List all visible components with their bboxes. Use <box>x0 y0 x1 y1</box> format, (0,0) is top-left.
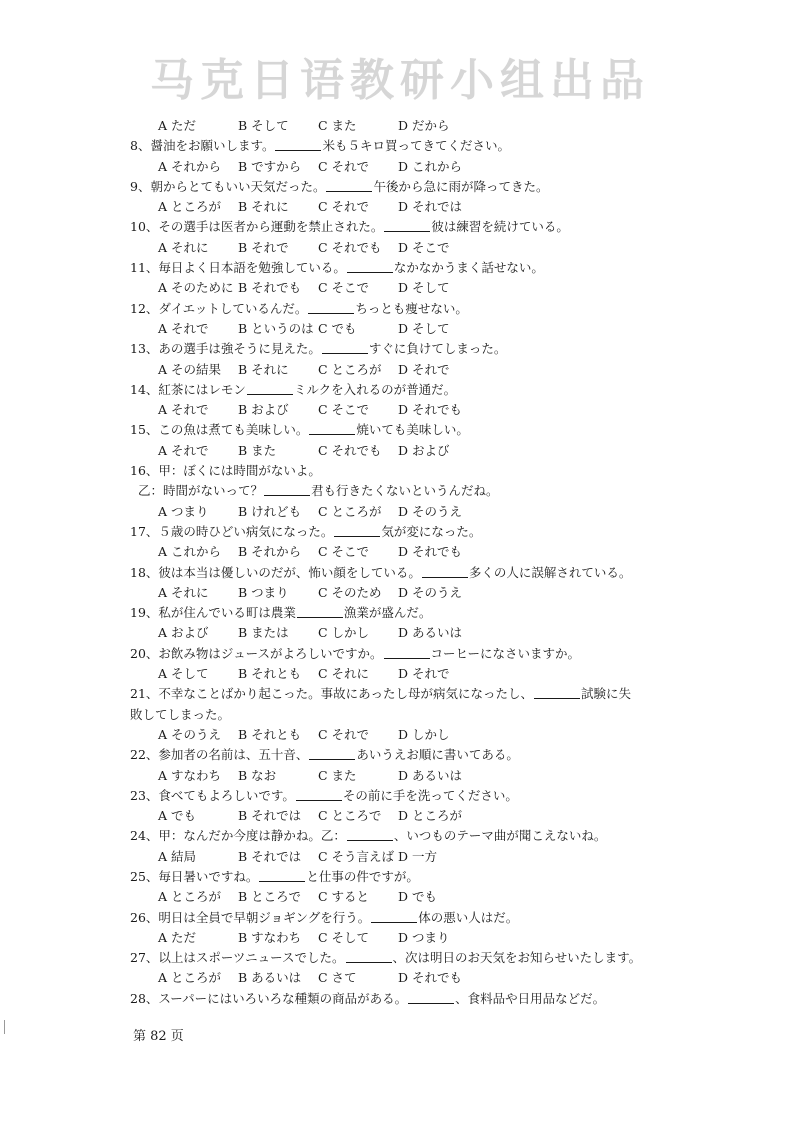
answer-blank <box>322 341 368 354</box>
question-line <box>130 867 770 887</box>
question-number: 13、 <box>130 341 159 357</box>
question-number: 14、 <box>130 381 159 397</box>
option: A ただ <box>158 118 197 133</box>
dialogue-line <box>130 481 770 501</box>
option: B それとも <box>238 666 302 682</box>
options-row <box>130 623 770 643</box>
question-number: 24、 <box>130 828 159 844</box>
answer-blank <box>326 179 372 192</box>
option: A すなわち <box>158 767 222 783</box>
question-text-after: 君も行きたくないというんだね。 <box>311 483 499 499</box>
answer-blank <box>275 138 321 151</box>
option: B それでも <box>238 280 302 296</box>
question-text-after: ちっとも痩せない。 <box>355 300 468 316</box>
question-text-before: お飲み物はジュースがよろしいですか。 <box>158 645 383 661</box>
question-number: 17、 <box>130 523 159 539</box>
option: C さて <box>318 970 357 986</box>
option: C そのため <box>318 584 382 600</box>
options-row <box>130 766 770 786</box>
continuation-line <box>130 705 770 725</box>
answer-blank <box>247 382 293 395</box>
question-text-before: ５歳の時ひどい病気になった。 <box>158 523 334 539</box>
option: D しかし <box>398 726 450 742</box>
option: A それに <box>158 239 209 255</box>
option: B そして <box>238 118 289 133</box>
option: A これから <box>158 544 222 560</box>
question-line <box>130 948 770 968</box>
question-number: 11、 <box>130 260 159 276</box>
question-text-after: なかなかうまく話せない。 <box>393 260 544 276</box>
option: D あるいは <box>398 767 462 783</box>
question-line <box>130 786 770 806</box>
options-row <box>130 928 770 948</box>
question-text-before: 食べてもよろしいです。 <box>158 787 295 803</box>
option: B すなわち <box>238 929 302 945</box>
question-line <box>130 339 770 359</box>
option: A 結局 <box>158 848 197 864</box>
question-line <box>130 603 770 623</box>
option: D そこで <box>398 239 450 255</box>
question-number: 15、 <box>130 422 159 438</box>
answer-blank <box>346 950 392 963</box>
question-line <box>130 522 770 542</box>
options-row <box>130 319 770 339</box>
options-row <box>130 968 770 988</box>
question-text-after: 、次は明日のお天気をお知らせいたします。 <box>392 950 642 966</box>
question-text-after: 気が変になった。 <box>381 523 482 539</box>
question-text-after: 試験に失 <box>581 686 632 702</box>
question-line <box>130 136 770 156</box>
question-line <box>130 644 770 664</box>
question-line <box>130 258 770 278</box>
option: D でも <box>398 889 437 905</box>
question-number: 8、 <box>130 138 151 154</box>
question-text-before: 彼は本当は優しいのだが、怖い顔をしている。 <box>158 564 421 580</box>
question-text-after: 多くの人に誤解されている。 <box>468 564 632 580</box>
option: C また <box>318 767 357 783</box>
question-line <box>130 420 770 440</box>
options-row <box>130 400 770 420</box>
option: D それでも <box>398 402 462 418</box>
option: D だから <box>398 118 450 133</box>
question-number: 16、 <box>130 463 159 479</box>
question-line <box>130 826 770 846</box>
question-text-after: 焼いても美味しい。 <box>356 422 469 438</box>
question-line <box>130 461 770 481</box>
question-line <box>130 745 770 765</box>
question-line <box>130 989 770 1009</box>
question-text-before: 私が住んでいる町は農業 <box>158 605 296 621</box>
question-text-after: 米も５キロ買ってきてください。 <box>322 138 510 154</box>
question-number: 12、 <box>130 300 159 316</box>
option: C ところが <box>318 361 382 377</box>
answer-blank <box>384 646 430 659</box>
option: D 一方 <box>398 848 437 864</box>
question-number: 25、 <box>130 868 159 884</box>
question-text-after: すぐに負けてしまった。 <box>368 341 507 357</box>
option: D そのうえ <box>398 584 462 600</box>
question-text-after: その前に手を洗ってください。 <box>342 787 518 803</box>
option: B それに <box>238 361 289 377</box>
option: D ところが <box>398 808 462 824</box>
options-row <box>130 441 770 461</box>
option: C そこで <box>318 402 370 418</box>
options-row <box>130 197 770 217</box>
question-text-before: 醤油をお願いします。 <box>150 138 275 154</box>
question-text-before: 甲：なんだか今度は静かね。乙： <box>158 828 346 844</box>
answer-blank <box>422 565 468 578</box>
question-text-after: あいうえお順に書いてある。 <box>356 747 519 763</box>
option: C それに <box>318 666 370 682</box>
option: D あるいは <box>398 625 462 641</box>
option: B けれども <box>238 503 302 519</box>
answer-blank <box>259 869 305 882</box>
option: D それでは <box>398 199 462 215</box>
answer-blank <box>309 747 355 760</box>
question-list <box>130 116 770 1009</box>
option: A そのうえ <box>158 726 222 742</box>
answer-blank <box>347 828 393 841</box>
answer-blank <box>296 788 342 801</box>
question-number: 10、 <box>130 219 159 235</box>
option: A そして <box>158 666 209 682</box>
option: A それから <box>158 158 222 174</box>
question-number: 9、 <box>130 178 151 194</box>
option: B また <box>238 442 277 458</box>
question-text-before: 紅茶にはレモン <box>158 381 246 397</box>
option: C そして <box>318 929 370 945</box>
options-row <box>130 238 770 258</box>
option: C すると <box>318 889 370 905</box>
question-text: 敗してしまった。 <box>130 706 231 722</box>
question-text-before: 毎日よく日本語を勉強している。 <box>158 260 346 276</box>
option: B なお <box>238 767 277 783</box>
option: C そこで <box>318 280 370 296</box>
option: D そのうえ <box>398 503 462 519</box>
option: B というのは <box>238 320 314 336</box>
option: A その結果 <box>158 361 222 377</box>
question-text-after: 午後から急に雨が降ってきた。 <box>373 178 549 194</box>
question-number: 20、 <box>130 645 159 661</box>
question-text-after: 彼は練習を続けている。 <box>431 219 569 235</box>
question-number: 18、 <box>130 564 159 580</box>
question-text-before: あの選手は強そうに見えた。 <box>158 341 321 357</box>
option: B それでは <box>238 808 302 824</box>
question-number: 27、 <box>130 950 159 966</box>
option: A ところが <box>158 889 222 905</box>
option: B それとも <box>238 726 302 742</box>
option: B ですから <box>238 158 302 174</box>
question-text-before: スーパーにはいろいろな種類の商品がある。 <box>158 990 408 1006</box>
answer-blank <box>384 219 430 232</box>
question-number: 19、 <box>130 605 159 621</box>
options-row <box>130 664 770 684</box>
option: A ただ <box>158 929 197 945</box>
option: D それでも <box>398 970 462 986</box>
question-number: 28、 <box>130 990 159 1006</box>
question-text-after: と仕事の件ですが。 <box>306 868 419 884</box>
answer-blank <box>371 910 417 923</box>
question-text-before: 明日は全員で早朝ジョギングを行う。 <box>158 909 371 925</box>
question-text-after: 、いつものテーマ曲が聞こえないね。 <box>393 828 607 844</box>
question-text-before: その選手は医者から運動を禁止された。 <box>158 219 384 235</box>
option: B ところで <box>238 889 302 905</box>
option: B それで <box>238 239 289 255</box>
option: B それでは <box>238 848 302 864</box>
options-row <box>130 583 770 603</box>
option: C そこで <box>318 544 370 560</box>
question-text-after: 体の悪い人はだ。 <box>418 909 519 925</box>
options-row <box>130 806 770 826</box>
question-text-before: 毎日暑いですね。 <box>158 868 259 884</box>
question-text-after: コーヒーになさいますか。 <box>430 645 581 661</box>
option: A ところが <box>158 970 222 986</box>
question-line <box>130 563 770 583</box>
question-number: 23、 <box>130 787 159 803</box>
option: C ところが <box>318 503 382 519</box>
question-text-after: ミルクを入れるのが普通だ。 <box>293 381 457 397</box>
option: D それでも <box>398 544 462 560</box>
answer-blank <box>308 301 354 314</box>
answer-blank <box>297 605 343 618</box>
answer-blank <box>408 991 454 1004</box>
question-text-before: 参加者の名前は、五十音、 <box>158 747 309 763</box>
option: C ところで <box>318 808 382 824</box>
option: D そして <box>398 320 450 336</box>
option: D そして <box>398 280 450 296</box>
watermark: 马克日语教研小组出品 <box>150 55 650 106</box>
option: D それで <box>398 361 450 377</box>
answer-blank <box>347 260 393 273</box>
option: C しかし <box>318 625 370 641</box>
question-text-before: この魚は煮ても美味しい。 <box>158 422 309 438</box>
option: C でも <box>318 320 357 336</box>
question-text-before: 乙：時間がないって？ <box>138 483 264 499</box>
option: C また <box>318 118 357 133</box>
question-line <box>130 684 770 704</box>
question-text-before: 不幸なことばかり起こった。事故にあったし母が病気になったし、 <box>158 686 534 702</box>
option: A でも <box>158 808 197 824</box>
question-line <box>130 217 770 237</box>
option: B つまり <box>238 584 289 600</box>
option: D つまり <box>398 929 450 945</box>
option: B および <box>238 402 289 418</box>
question-line <box>130 299 770 319</box>
options-row <box>130 116 770 136</box>
question-line <box>130 908 770 928</box>
option: B それに <box>238 199 289 215</box>
option: A それで <box>158 320 209 336</box>
option: C それで <box>318 726 370 742</box>
option: A ところが <box>158 199 222 215</box>
answer-blank <box>264 483 310 496</box>
answer-blank <box>309 422 355 435</box>
options-row <box>130 542 770 562</box>
question-text-after: 、食料品や日用品などだ。 <box>455 990 606 1006</box>
question-line <box>130 380 770 400</box>
option: A および <box>158 625 209 641</box>
question-text-before: ダイエットしているんだ。 <box>158 300 308 316</box>
page-number: 第 82 页 <box>133 1029 184 1044</box>
option: B あるいは <box>238 970 302 986</box>
option: B それから <box>238 544 302 560</box>
option: C それで <box>318 199 370 215</box>
question-line <box>130 177 770 197</box>
question-number: 26、 <box>130 909 159 925</box>
option: A つまり <box>158 503 209 519</box>
options-row <box>130 502 770 522</box>
answer-blank <box>334 524 380 537</box>
option: C それで <box>318 158 370 174</box>
page-edge-mark <box>4 1020 11 1034</box>
options-row <box>130 847 770 867</box>
answer-blank <box>534 686 580 699</box>
options-row <box>130 887 770 907</box>
option: C そう言えば <box>318 848 395 864</box>
question-text-after: 漁業が盛んだ。 <box>343 605 432 621</box>
option: A それに <box>158 584 209 600</box>
option: D それで <box>398 666 450 682</box>
option: C それでも <box>318 239 382 255</box>
option: B または <box>238 625 289 641</box>
option: A それで <box>158 442 209 458</box>
option: C それでも <box>318 442 382 458</box>
options-row <box>130 360 770 380</box>
option: A それで <box>158 402 209 418</box>
options-row <box>130 157 770 177</box>
question-text-before: 以上はスポーツニュースでした。 <box>158 950 345 966</box>
options-row <box>130 725 770 745</box>
question-text: 甲：ぼくには時間がないよ。 <box>158 463 321 479</box>
options-row <box>130 278 770 298</box>
option: A そのために <box>158 280 234 296</box>
option: D これから <box>398 158 462 174</box>
question-text-before: 朝からとてもいい天気だった。 <box>150 178 326 194</box>
option: D および <box>398 442 450 458</box>
question-number: 21、 <box>130 686 159 702</box>
question-number: 22、 <box>130 747 159 763</box>
